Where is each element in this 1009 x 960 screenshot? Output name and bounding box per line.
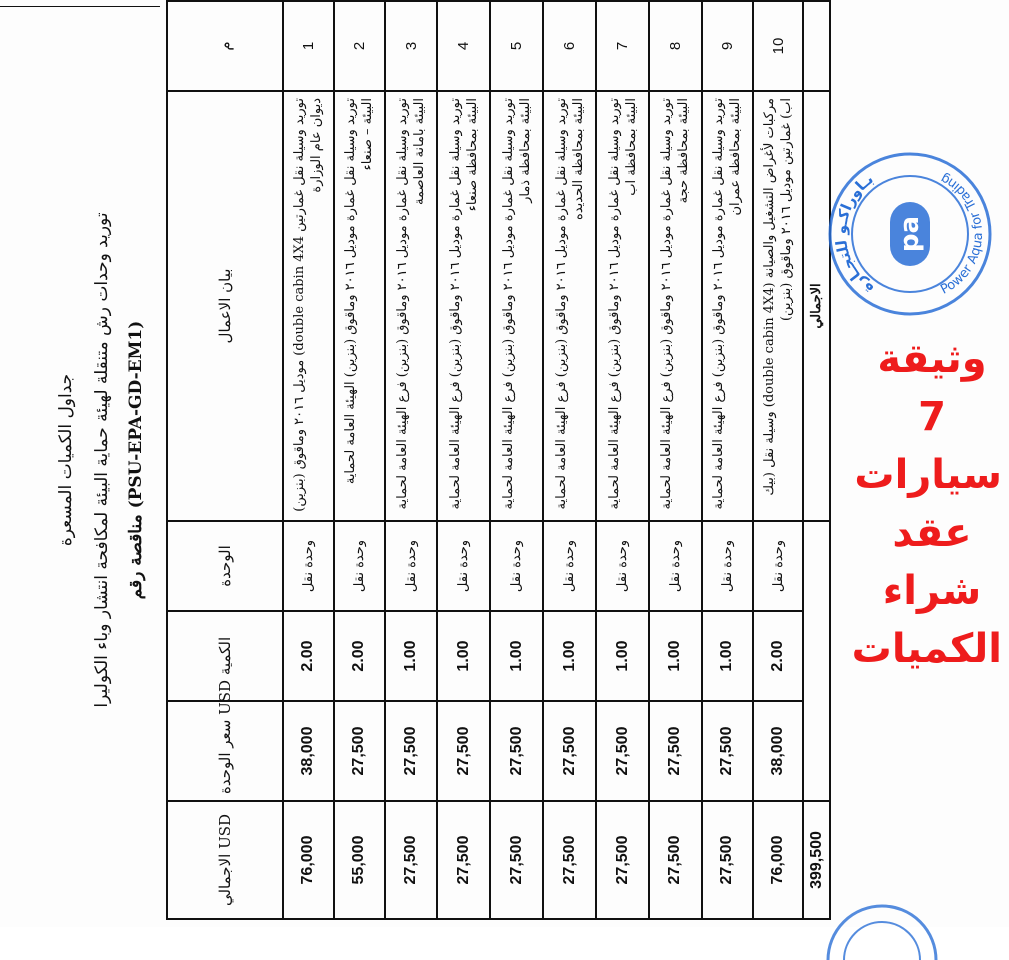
stamp-logo: pa <box>895 215 925 253</box>
table-row <box>649 1 702 919</box>
row-unit-price: 27,500 <box>490 701 543 801</box>
row-description: توريد وسيلة نقل غمارة موديل ٢٠١٦ وماقوق (بنزين) فرع الهيئة العامة لحماية البيئة بمحافظة حجة <box>649 91 702 521</box>
row-unit: وحدة نقل <box>385 521 438 611</box>
row-description: توريد وسيلة نقل غمارة موديل ٢٠١٦ وماقوق (بنزين) فرع الهيئة العامة لحماية البيئة بامانة العاصمة <box>385 91 438 521</box>
row-unit: وحدة نقل <box>649 521 702 611</box>
row-index: 5 <box>490 1 543 91</box>
row-total: 27,500 <box>702 801 753 919</box>
row-qty: 2.00 <box>753 611 804 701</box>
row-index: 9 <box>702 1 753 91</box>
annotation-line: شراء <box>882 568 982 614</box>
stamp-bottom-text: Power Aqua for Trading <box>938 170 987 298</box>
row-unit-price: 27,500 <box>649 701 702 801</box>
table-header-row <box>167 1 283 919</box>
header-description: بيان الاعمال <box>167 91 283 521</box>
row-unit: وحدة نقل <box>283 521 334 611</box>
row-unit: وحدة نقل <box>334 521 385 611</box>
row-unit-price: 27,500 <box>702 701 753 801</box>
row-description: توريد وسيلة نقل غمارة موديل ٢٠١٦ وماقوق (بنزين) فرع الهيئة العامة لحماية البيئة بمحافظة الحديده <box>543 91 596 521</box>
row-description: توريد وسيلة نقل غمارة موديل ٢٠١٦ وماقوق (بنزين) فرع الهيئة العامة لحماية البيئة بمحافظة ذمار <box>490 91 543 521</box>
table-row <box>437 1 490 919</box>
document-heading <box>0 0 160 920</box>
row-unit: وحدة نقل <box>596 521 649 611</box>
table-row <box>543 1 596 919</box>
row-qty: 1.00 <box>649 611 702 701</box>
heading-tender-number: مناقصة رقم (PSU-EPA-GD-EM1) <box>126 320 146 600</box>
row-total: 27,500 <box>437 801 490 919</box>
grand-total: 399,500 <box>803 801 830 919</box>
partial-stamp-icon <box>822 900 942 960</box>
table-row <box>283 1 334 919</box>
svg-text:Power Aqua for Trading <box>938 170 986 297</box>
row-unit: وحدة نقل <box>702 521 753 611</box>
annotation-line: عقد <box>892 510 972 556</box>
annotation-line: الكميات <box>851 626 1002 672</box>
row-index: 1 <box>283 1 334 91</box>
row-index: 7 <box>596 1 649 91</box>
row-qty: 1.00 <box>437 611 490 701</box>
header-unit: الوحدة <box>167 521 283 611</box>
table-row <box>596 1 649 919</box>
row-total: 27,500 <box>385 801 438 919</box>
total-empty-cell <box>803 521 830 801</box>
row-qty: 1.00 <box>702 611 753 701</box>
table-row <box>753 1 804 919</box>
row-unit-price: 27,500 <box>334 701 385 801</box>
row-index: 10 <box>753 1 804 91</box>
row-total: 27,500 <box>490 801 543 919</box>
table-row <box>385 1 438 919</box>
row-total: 27,500 <box>543 801 596 919</box>
row-description: توريد وسيلة نقل غمارة موديل ٢٠١٦ وماقوق (بنزين) الهيئة العامة لحماية البيئة – صنعاء <box>334 91 385 521</box>
row-description: توريد وسيلة نقل غمارتين double cabin 4X4) موديل ٢٠١٦ وماقوق (بنزين) ديوان عام الوزارة <box>283 91 334 521</box>
row-unit-price: 38,000 <box>753 701 804 801</box>
header-unit-price: سعر الوحدة USD <box>167 701 283 801</box>
row-unit-price: 27,500 <box>437 701 490 801</box>
heading-line-1: جداول الكميات المسعرة <box>56 373 76 547</box>
row-qty: 1.00 <box>596 611 649 701</box>
row-total: 55,000 <box>334 801 385 919</box>
table-row <box>334 1 385 919</box>
svg-text:بـاوراكـو للتجـارة <box>832 170 877 299</box>
header-index: م <box>167 1 283 91</box>
table-total-row <box>803 1 830 919</box>
scan-edge-line <box>0 6 160 7</box>
header-qty: الكمية <box>167 611 283 701</box>
row-total: 27,500 <box>596 801 649 919</box>
total-label: الاجمالي <box>803 91 830 521</box>
row-index: 6 <box>543 1 596 91</box>
row-index: 2 <box>334 1 385 91</box>
header-total: الاجمالي USD <box>167 801 283 919</box>
row-unit: وحدة نقل <box>753 521 804 611</box>
row-description: توريد وسيلة نقل غمارة موديل ٢٠١٦ وماقوق (بنزين) فرع الهيئة العامة لحماية البيئة بمحافظة صنعاء <box>437 91 490 521</box>
stamp-top-text: بـاوراكـو للتجـارة <box>831 169 877 299</box>
row-description: مركبات لأغراض التشغيل والصيانة (double cabin 4X4) وسيلة نقل (بيك اب) غمارتين موديل ٢٠١٦ وماقوق (بنزين) <box>753 91 804 521</box>
heading-line-2: توريد وحدات رش متنقلة لهيئة حماية البيئة لمكافحة انتشار وباء الكوليرا <box>92 212 112 708</box>
row-total: 27,500 <box>649 801 702 919</box>
row-unit: وحدة نقل <box>543 521 596 611</box>
row-unit-price: 27,500 <box>543 701 596 801</box>
total-empty-index <box>803 1 830 91</box>
table-row <box>490 1 543 919</box>
company-stamp <box>826 150 994 318</box>
row-unit: وحدة نقل <box>437 521 490 611</box>
row-total: 76,000 <box>283 801 334 919</box>
row-index: 8 <box>649 1 702 91</box>
row-description: توريد وسيلة نقل غمارة موديل ٢٠١٦ وماقوق (بنزين) فرع الهيئة العامة لحماية البيئة بمحافظة عمران <box>702 91 753 521</box>
row-index: 4 <box>437 1 490 91</box>
quantities-table <box>166 0 831 920</box>
table-row <box>702 1 753 919</box>
row-qty: 1.00 <box>385 611 438 701</box>
row-total: 76,000 <box>753 801 804 919</box>
row-unit-price: 27,500 <box>385 701 438 801</box>
row-qty: 2.00 <box>283 611 334 701</box>
row-unit-price: 27,500 <box>596 701 649 801</box>
annotation-line: وثيقة 7 <box>877 336 987 440</box>
red-annotation <box>851 330 1002 678</box>
row-unit: وحدة نقل <box>490 521 543 611</box>
row-description: توريد وسيلة نقل غمارة موديل ٢٠١٦ وماقوق (بنزين) فرع الهيئة العامة لحماية البيئة بمحافظة اب <box>596 91 649 521</box>
row-unit-price: 38,000 <box>283 701 334 801</box>
row-qty: 2.00 <box>334 611 385 701</box>
row-index: 3 <box>385 1 438 91</box>
annotation-line: سيارات <box>854 452 1002 498</box>
row-qty: 1.00 <box>490 611 543 701</box>
row-qty: 1.00 <box>543 611 596 701</box>
